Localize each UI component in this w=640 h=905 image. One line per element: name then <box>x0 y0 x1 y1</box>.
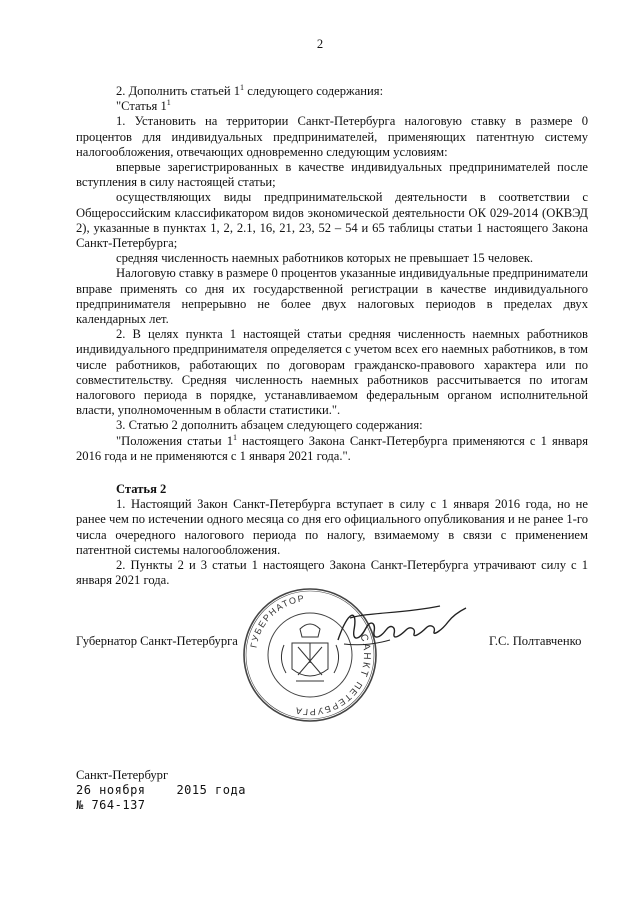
signing-date <box>76 783 246 798</box>
superscript: 1 <box>233 432 238 442</box>
seal-text-top: САНКТ <box>356 632 373 680</box>
text-fragment: 2. Дополнить статьей 1 <box>116 84 241 98</box>
signatory-title: Губернатор Санкт-Петербурга <box>76 634 238 648</box>
city: Санкт-Петербург <box>76 768 169 782</box>
paragraph-condition-1: впервые зарегистрированных в качестве индивидуальных предпринимателей после вступления в силу настоящей статьи; <box>76 160 588 190</box>
article-heading-1-1 <box>76 99 588 114</box>
text-fragment: следующего содержания: <box>247 84 384 98</box>
handwritten-signature <box>330 600 470 655</box>
paragraph-entry-into-force: 1. Настоящий Закон Санкт-Петербурга вступает в силу с 1 января 2016 года, но не ранее чем по истечении одного месяца со дня его официального опубликования и не ранее 1-го числа очередного налогового периода по налогу, взимаемому в связи с применением патентной системы налогообложения. <box>76 497 588 557</box>
paragraph-expiry: 2. Пункты 2 и 3 статьи 1 настоящего Закона Санкт-Петербурга утрачивают силу с 1 января 2021 года. <box>76 558 588 588</box>
page-number: 2 <box>316 37 324 51</box>
date-day-month: 26 ноября <box>76 783 146 797</box>
superscript: 1 <box>166 98 171 108</box>
paragraph-article-2-addition <box>76 434 588 464</box>
paragraph-item-3: 3. Статью 2 дополнить абзацем следующего содержания: <box>116 418 423 433</box>
text-fragment: "Положения статьи 1 <box>116 433 234 448</box>
law-number: № 764-137 <box>76 798 146 812</box>
superscript: 1 <box>240 82 245 92</box>
paragraph-point-2: 2. В целях пункта 1 настоящей статьи средняя численность наемных работников индивидуального предпринимателя определяется с учетом всех его наемных работников, в том числе работников, работающих по договорам гражданско-правового характера или по совместительству. Средняя численность наемных работников рассчитывается по итогам налогового периода в порядке, устанавливаемом федеральным органом исполнительной власти, уполномоченным в области статистики.". <box>76 327 588 418</box>
date-year: 2015 года <box>176 783 246 797</box>
seal-text-left: ГУБЕРНАТОР <box>248 593 306 649</box>
signatory-name: Г.С. Полтавченко <box>489 634 582 648</box>
paragraph-condition-2: осуществляющих виды предпринимательской деятельности в соответствии с Общероссийским классификатором видов экономической деятельности ОК 029-2014 (ОКВЭД 2), указанные в пунктах 1, 2, 2.1, 16, 21, 23, 52 – 54 и 65 таблицы статьи 1 настоящего Закона Санкт-Петербурга; <box>76 190 588 251</box>
text-fragment: настоящего Закона Санкт-Петербурга применяются с 1 января 2016 года и не применяются с 1 января 2021 года.". <box>76 433 588 463</box>
text-fragment: "Статья 1 <box>116 99 167 114</box>
article-2-heading: Статья 2 <box>116 482 167 497</box>
svg-text:ГУБЕРНАТОР <box>248 593 305 648</box>
svg-text:ПЕТЕРБУРГА <box>293 680 364 717</box>
paragraph-point-1: 1. Установить на территории Санкт-Петербурга налоговую ставку в размере 0 процентов для индивидуальных предпринимателей, применяющих патентную систему налогообложения, отвечающих одновременно следующим условиям: <box>76 114 588 159</box>
paragraph-item-2 <box>76 84 588 99</box>
paragraph-rate-period: Налоговую ставку в размере 0 процентов указанные индивидуальные предприниматели вправе применять со дня их государственной регистрации в качестве индивидуального предпринимателя непрерывно не более двух налоговых периодов в пределах двух календарных лет. <box>76 266 588 327</box>
document-body <box>76 84 588 589</box>
seal-text-right: ПЕТЕРБУРГА <box>293 680 365 718</box>
paragraph-condition-3: средняя численность наемных работников которых не превышает 15 человек. <box>116 251 534 266</box>
place-and-date <box>76 768 246 813</box>
